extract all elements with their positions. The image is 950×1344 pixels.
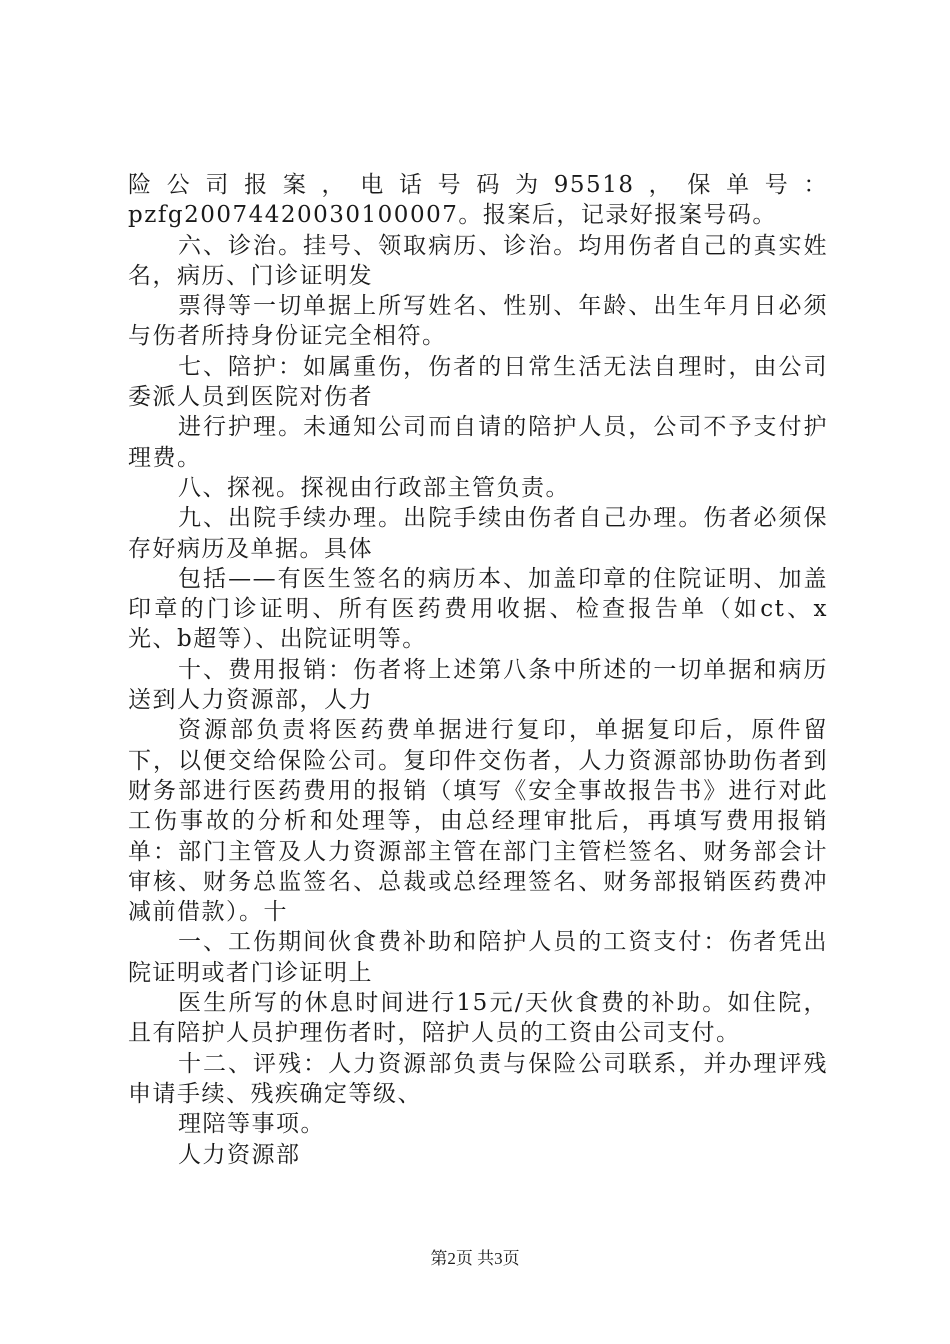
paragraph: 包括——有医生签名的病历本、加盖印章的住院证明、加盖印章的门诊证明、所有医药费用收据、检查报告单（如ct、x光、b超等）、出院证明等。 [128,565,828,653]
paragraph: 十二、评残：人力资源部负责与保险公司联系，并办理评残申请手续、残疾确定等级、 [128,1050,828,1107]
paragraph: 六、诊治。挂号、领取病历、诊治。均用伤者自己的真实姓名，病历、门诊证明发 [128,232,828,289]
paragraph: 八、探视。探视由行政部主管负责。 [178,474,570,501]
paragraph-line: 险公司报案，电话号码为95518，保单号： [128,172,828,198]
paragraph: 进行护理。未通知公司而自请的陪护人员，公司不予支付护理费。 [128,414,828,471]
paragraph: 一、工伤期间伙食费补助和陪护人员的工资支付：伤者凭出院证明或者门诊证明上 [128,929,828,986]
paragraph: 医生所写的休息时间进行15元/天伙食费的补助。如住院，且有陪护人员护理伤者时，陪护人员的工资由公司支付。 [128,990,828,1047]
paragraph: 理陪等事项。 [178,1111,325,1138]
paragraph: 资源部负责将医药费单据进行复印，单据复印后，原件留下，以便交给保险公司。复印件交伤者，人力资源部协助伤者到财务部进行医药费用的报销（填写《安全事故报告书》进行对此工伤事故的分析和处理等，由总经理审批后，再填写费用报销单：部门主管及人力资源部主管在部门主管栏签名、财务部会计审核、财务总监签名、总裁或总经理签名、财务部报销医药费冲减前借款）。十 [128,717,828,926]
document-body [128,170,828,1170]
page-number-footer: 第2页 共3页 [430,1249,520,1268]
paragraph: 票得等一切单据上所写姓名、性别、年龄、出生年月日必须与伤者所持身份证完全相符。 [128,293,828,350]
paragraph [128,170,828,231]
paragraph: 七、陪护：如属重伤，伤者的日常生活无法自理时，由公司委派人员到医院对伤者 [128,353,828,411]
paragraph: 十、费用报销：伤者将上述第八条中所述的一切单据和病历送到人力资源部，人力 [128,656,828,714]
signature-line: 人力资源部 [178,1141,301,1168]
paragraph-line: pzfg20074420030100007。报案后，记录好报案号码。 [128,202,777,229]
paragraph: 九、出院手续办理。出院手续由伤者自己办理。伤者必须保存好病历及单据。具体 [128,505,828,562]
